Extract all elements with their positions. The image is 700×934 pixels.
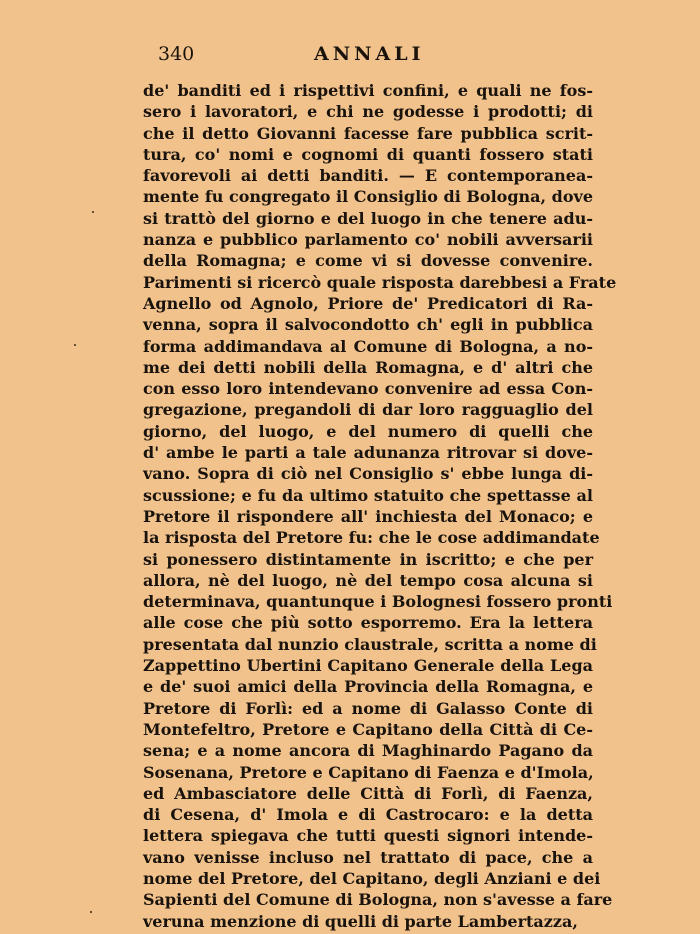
text-line: favorevoli ai detti banditi. — E contemporanea- [143,166,593,186]
text-line: sero i lavoratori, e chi ne godesse i prodotti; di [143,102,593,122]
text-line: Agnello od Agnolo, Priore de' Predicatori di Ra- [143,293,593,313]
text-line: lettera spiegava che tutti questi signori intende- [143,826,593,846]
text-line: mente fu congregato il Consiglio di Bologna, dove [143,187,593,207]
text-line: me dei detti nobili della Romagna, e d' altri che [143,357,593,377]
text-line: di Cesena, d' Imola e di Castrocaro: e la detta [143,805,593,825]
text-line: Sosenana, Pretore e Capitano di Faenza e d'Imola, [143,762,594,782]
text-line: ed Ambasciatore delle Città di Forlì, di Faenza, [143,783,593,803]
text-line: Montefeltro, Pretore e Capitano della Città di Ce- [143,719,593,739]
text-line: de' banditi ed i rispettivi confini, e quali ne fos- [143,81,593,100]
text-line: vano. Sopra di ciò nel Consiglio s' ebbe lunga di- [143,464,593,484]
text-line: nome del Pretore, del Capitano, degli Anziani e dei [143,868,601,888]
paper-speck [90,911,92,913]
text-line: e de' suoi amici della Provincia della Romagna, e [143,677,593,697]
running-title: ANNALI [314,43,425,65]
text-line: Pretore il rispondere all' inchiesta del Monaco; e [143,506,593,526]
paper-speck [92,211,94,213]
text-line: determinava, quantunque i Bolognesi fossero pronti [143,592,613,612]
page-number: 340 [158,43,195,65]
paper-speck [74,344,76,346]
text-line: forma addimandava al Comune di Bologna, a no- [143,336,593,356]
text-line: Pretore di Forlì: ed a nome di Galasso Conte di [143,698,593,718]
text-line: presentata dal nunzio claustrale, scritta a nome di [143,634,597,654]
text-line: Zappettino Ubertini Capitano Generale della Lega [143,656,593,676]
text-line: allora, nè del luogo, nè del tempo cosa alcuna si [143,570,593,590]
text-line: gregazione, pregandoli di dar loro ragguaglio del [143,400,593,420]
text-line: giorno, del luogo, e del numero di quelli che [143,421,593,441]
text-line: d' ambe le parti a tale adunanza ritrovar si dove- [143,443,593,463]
text-line: si ponessero distintamente in iscritto; e che per [143,549,593,569]
text-line: con esso loro intendevano convenire ad essa Con- [143,379,593,399]
text-line: vano venisse incluso nel trattato di pace, che a [143,847,593,867]
text-line: nanza e pubblico parlamento co' nobili avversarii [143,230,593,250]
text-line: Parimenti si ricercò quale risposta darebbesi a Frate [143,272,617,292]
text-line: veruna menzione di quelli di parte Lambertazza, [143,911,578,931]
text-line: tura, co' nomi e cognomi di quanti fossero stati [143,144,593,164]
text-line: Sapienti del Comune di Bologna, non s'avesse a fare [143,890,613,910]
text-line: si trattò del giorno e del luogo in che tenere adu- [143,208,593,228]
body-text [143,80,617,932]
text-line: venna, sopra il salvocondotto ch' egli in pubblica [143,315,593,335]
text-line: la risposta del Pretore fu: che le cose addimandate [143,528,600,548]
text-line: alle cose che più sotto esporremo. Era la lettera [143,613,593,633]
text-line: sena; e a nome ancora di Maghinardo Pagano da [143,741,593,761]
page-header [158,43,596,67]
text-line: della Romagna; e come vi si dovesse convenire. [143,251,593,271]
text-line: scussione; e fu da ultimo statuito che spettasse al [143,485,593,505]
text-line: che il detto Giovanni facesse fare pubblica scrit- [143,123,593,143]
